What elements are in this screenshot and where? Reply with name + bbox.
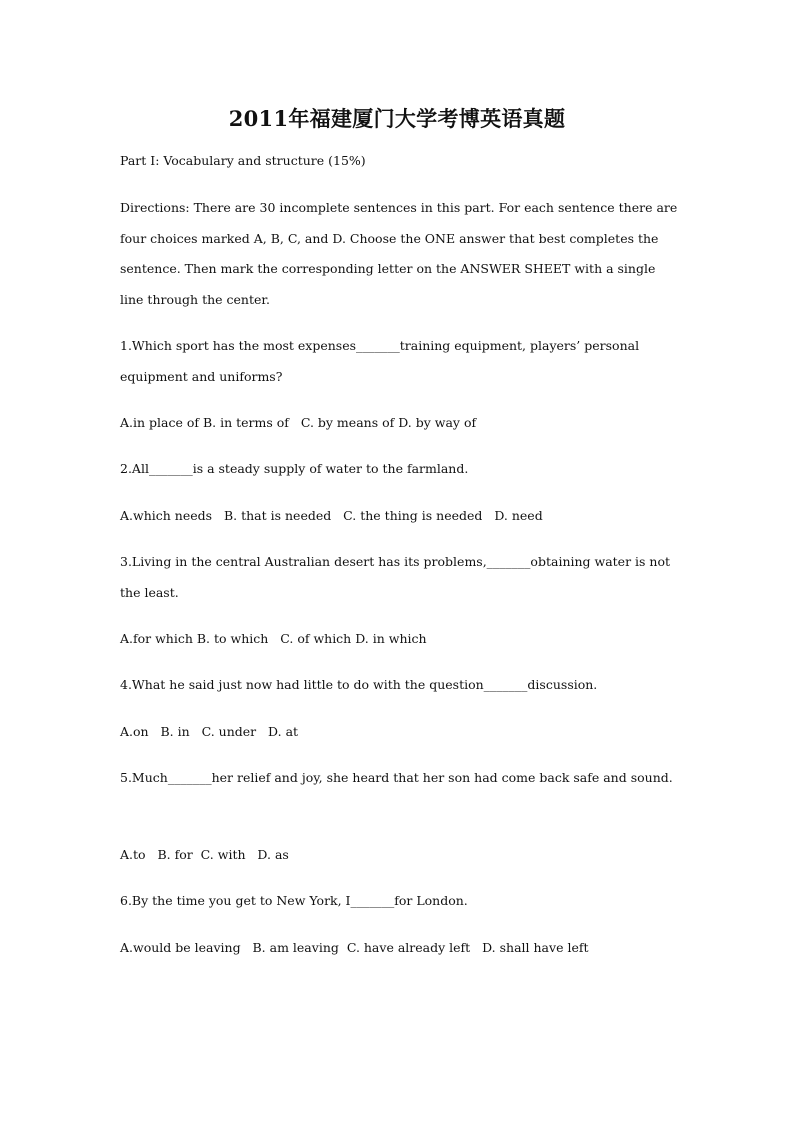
- question-3-options: A.for which B. to which C. of which D. in which: [120, 631, 427, 646]
- question-4-stem: 4.What he said just now had little to do with the question_______discussion.: [120, 677, 598, 692]
- question-2-stem: 2.All_______is a steady supply of water to the farmland.: [120, 461, 469, 476]
- question-5-stem: 5.Much_______her relief and joy, she heard that her son had come back safe and sound.: [120, 770, 673, 785]
- directions-paragraph: Directions: There are 30 incomplete sentences in this part. For each sentence there are four choices marked A, B, C, and D. Choose the ONE answer that best completes the sentence. Then mark the corresponding letter on the ANSWER SHEET with a single line through the center.: [120, 200, 682, 307]
- question-6-stem: 6.By the time you get to New York, I_______for London.: [120, 893, 468, 908]
- question-1-stem: 1.Which sport has the most expenses_______training equipment, players’ personal equipment and uniforms?: [120, 338, 644, 384]
- question-6-options: A.would be leaving B. am leaving C. have already left D. shall have left: [120, 940, 589, 955]
- document-title: 2011年福建厦门大学考博英语真题: [228, 106, 566, 131]
- question-3-stem: 3.Living in the central Australian desert has its problems,_______obtaining water is not the least.: [120, 554, 675, 600]
- question-4-options: A.on B. in C. under D. at: [120, 724, 299, 739]
- question-2-options: A.which needs B. that is needed C. the thing is needed D. need: [120, 508, 543, 523]
- part-heading: Part I: Vocabulary and structure (15%): [120, 153, 366, 168]
- question-5-options: A.to B. for C. with D. as: [120, 847, 289, 862]
- question-1-options: A.in place of B. in terms of C. by means of D. by way of: [120, 415, 477, 430]
